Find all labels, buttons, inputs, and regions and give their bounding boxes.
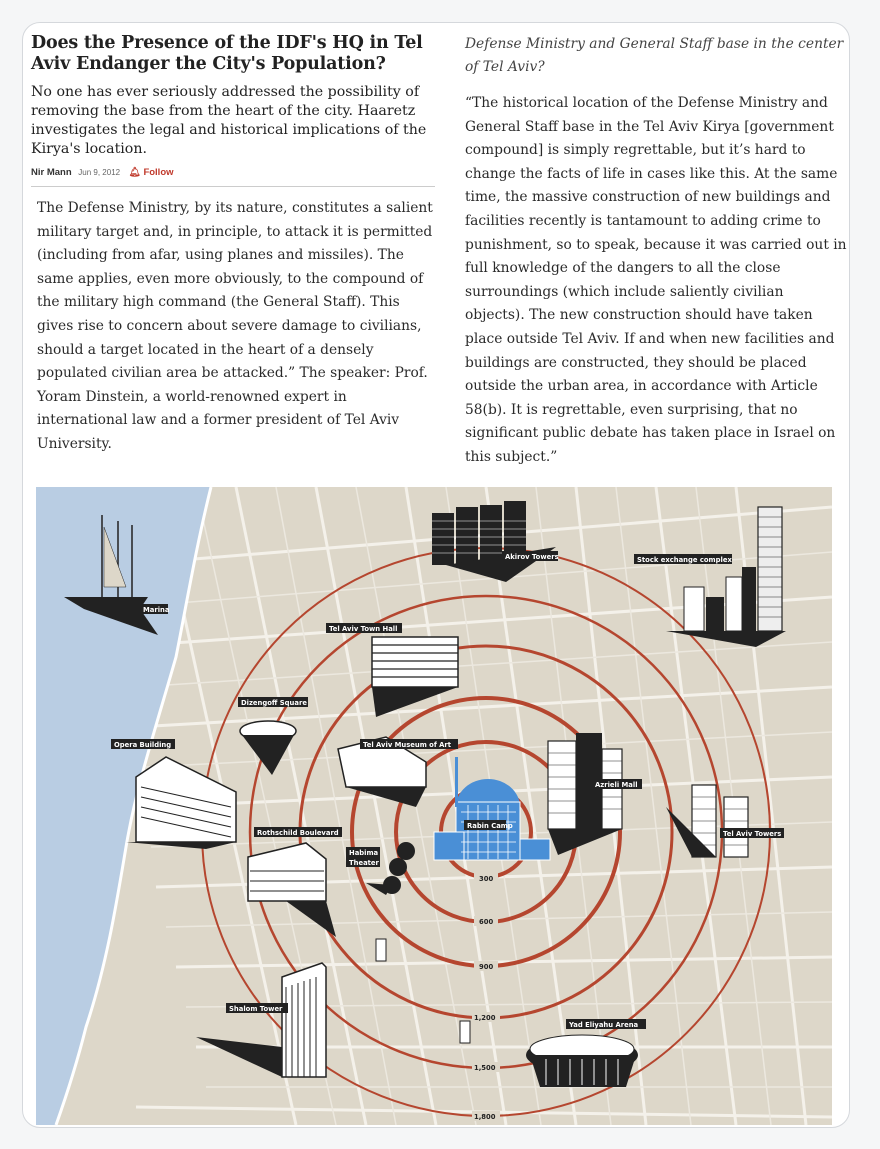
rothschild-label: Rothschild Boulevard — [257, 829, 339, 837]
radius-map-infographic — [36, 487, 832, 1125]
dizengoff-label: Dizengoff Square — [241, 699, 307, 707]
article-left-column — [31, 33, 435, 457]
stock-exchange-label: Stock exchange complex — [637, 556, 732, 564]
article-title[interactable]: Does the Presence of the IDF's HQ in Tel Aviv Endanger the City's Population? — [31, 33, 423, 74]
habima-label-2: Theater — [349, 859, 379, 867]
small-building-1 — [376, 939, 386, 961]
question-heading: Defense Ministry and General Staff base in the center of Tel Aviv? — [465, 36, 844, 75]
ring-label-1500: 1,500 — [474, 1064, 496, 1072]
map-svg — [36, 487, 832, 1125]
publish-date: Jun 9, 2012 — [78, 168, 121, 177]
follow-label: Follow — [143, 167, 174, 178]
small-building-2 — [460, 1021, 470, 1043]
ring-label-300: 300 — [479, 875, 494, 883]
tweet-image-card — [22, 22, 850, 1128]
ring-label-1200: 1,200 — [474, 1014, 496, 1022]
shalom-tower-label: Shalom Tower — [229, 1005, 283, 1013]
opera-label: Opera Building — [114, 741, 172, 749]
follow-button[interactable] — [129, 167, 174, 178]
marina-label: Marina — [143, 606, 170, 614]
museum-label: Tel Aviv Museum of Art — [363, 741, 452, 749]
yad-eliyahu-label: Yad Eliyahu Arena — [569, 1021, 639, 1029]
rabin-camp-label: Rabin Camp — [467, 822, 513, 830]
habima-label-1: Habima — [349, 849, 379, 857]
article-dek: No one has ever seriously addressed the possibility of removing the base from the heart of the city. Haaretz investigates the legal and historical implications of the Kirya's location. — [31, 84, 427, 157]
ring-label-1800: 1,800 — [474, 1113, 496, 1121]
akirov-towers-label: Akirov Towers — [505, 553, 559, 561]
article-right-column — [465, 23, 847, 470]
town-hall-label: Tel Aviv Town Hall — [329, 625, 398, 633]
telaviv-towers-label: Tel Aviv Towers — [723, 830, 782, 838]
article-body-right: “The historical location of the Defense Ministry and General Staff base in the Tel Aviv Kirya [government compound] is simply regrettable, but it’s hard to change the facts of life in cases like this. At the same time, the massive construction of new buildings and facilities recently is tantamount to adding crime to punishment, so to speak, because it was carried out in full knowledge of the dangers to all the close surroundings (which include saliently civilian objects). The new construction should have taken place outside Tel Aviv. If and when new facilities and buildings are constructed, they should be placed outside the urban area, in accordance with Article 58(b). It is regrettable, even surprising, that no significant public debate has taken place in Israel on this subject.” — [465, 95, 847, 465]
article-body-left: The Defense Ministry, by its nature, constitutes a salient military target and, in principle, to attack it is permitted (including from afar, using planes and missiles). The same applies, even more obviously, to the compound of the military high command (the General Staff). This gives rise to concern about severe damage to civilians, should a target located in the heart of a densely populated civilian area be attacked.” The speaker: Prof. Yoram Dinstein, a world-renowned expert in international law and a former president of Tel Aviv University. — [37, 200, 433, 452]
azrieli-label: Azrieli Mall — [595, 781, 638, 789]
ring-label-900: 900 — [479, 963, 494, 971]
byline — [31, 167, 435, 187]
bell-icon: 🔔︎ — [128, 167, 141, 178]
ring-label-600: 600 — [479, 918, 494, 926]
author-name[interactable]: Nir Mann — [31, 167, 72, 178]
